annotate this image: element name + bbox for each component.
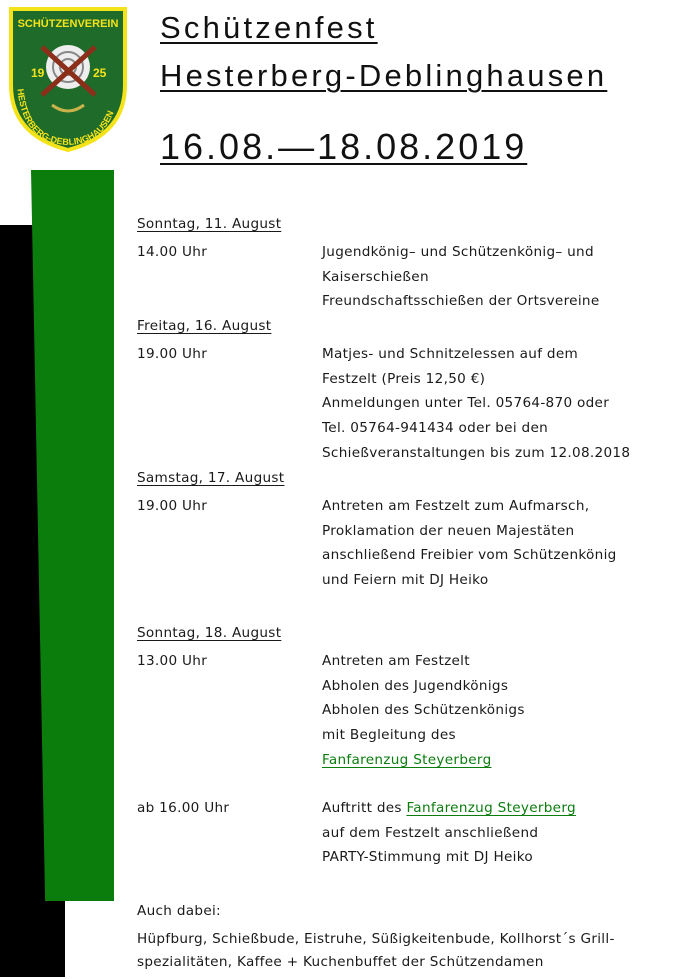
day-heading: Freitag, 16. August	[137, 318, 272, 334]
page-title-line2: Hesterberg-Deblinghausen	[160, 58, 608, 93]
event-description: Antreten am Festzelt zum Aufmarsch, Proklamation der neuen Majestäten anschließend Freibier vom Schützenkönig und Feiern mit DJ Heiko	[322, 498, 617, 589]
day-heading: Sonntag, 11. August	[137, 216, 282, 232]
club-emblem-logo	[7, 5, 129, 153]
extras-list: Hüpfburg, Schießbude, Eistruhe, Süßigkeitenbude, Kollhorst´s Grill- spezialitäten, Kaffee + Kuchenbuffet der Schützendamen	[137, 931, 615, 970]
event-description: Jugendkönig– und Schützenkönig– und Kaiserschießen Freundschaftsschießen der Ortsvereine	[322, 244, 600, 310]
event-dates: 16.08.—18.08.2019	[160, 126, 528, 167]
event-time: 19.00 Uhr	[137, 346, 208, 362]
fanfarenzug-link[interactable]: Fanfarenzug Steyerberg	[322, 751, 492, 768]
page-title-line1: Schützenfest	[160, 10, 378, 45]
day-heading: Sonntag, 18. August	[137, 625, 282, 641]
logo-year-right: 25	[93, 66, 107, 80]
day-heading: Samstag, 17. August	[137, 470, 285, 486]
green-decor-bar	[31, 170, 114, 901]
event-description: Antreten am Festzelt Abholen des Jugendkönigs Abholen des Schützenkönigs mit Begleitung des Fanfarenzug Steyerberg	[322, 653, 525, 768]
logo-top-text: SCHÜTZENVEREIN	[17, 18, 119, 30]
event-description: Matjes- und Schnitzelessen auf dem Festzelt (Preis 12,50 €) Anmeldungen unter Tel. 05764-870 oder Tel. 05764-941434 oder bei den Schießveranstaltungen bis zum 12.08.2018	[322, 346, 631, 461]
fanfarenzug-link[interactable]: Fanfarenzug Steyerberg	[406, 800, 576, 816]
extras-heading: Auch dabei:	[137, 903, 221, 919]
event-time: 13.00 Uhr	[137, 653, 208, 669]
event-time: 19.00 Uhr	[137, 498, 208, 514]
logo-year-left: 19	[31, 66, 45, 80]
logo-bottom-text: HESTERBERG-DEBLINGHAUSEN	[15, 88, 116, 148]
event-description: Auftritt des Fanfarenzug Steyerberg auf dem Festzelt anschließend PARTY-Stimmung mit DJ Heiko	[322, 800, 576, 866]
event-time: 14.00 Uhr	[137, 244, 208, 260]
event-time: ab 16.00 Uhr	[137, 800, 230, 816]
